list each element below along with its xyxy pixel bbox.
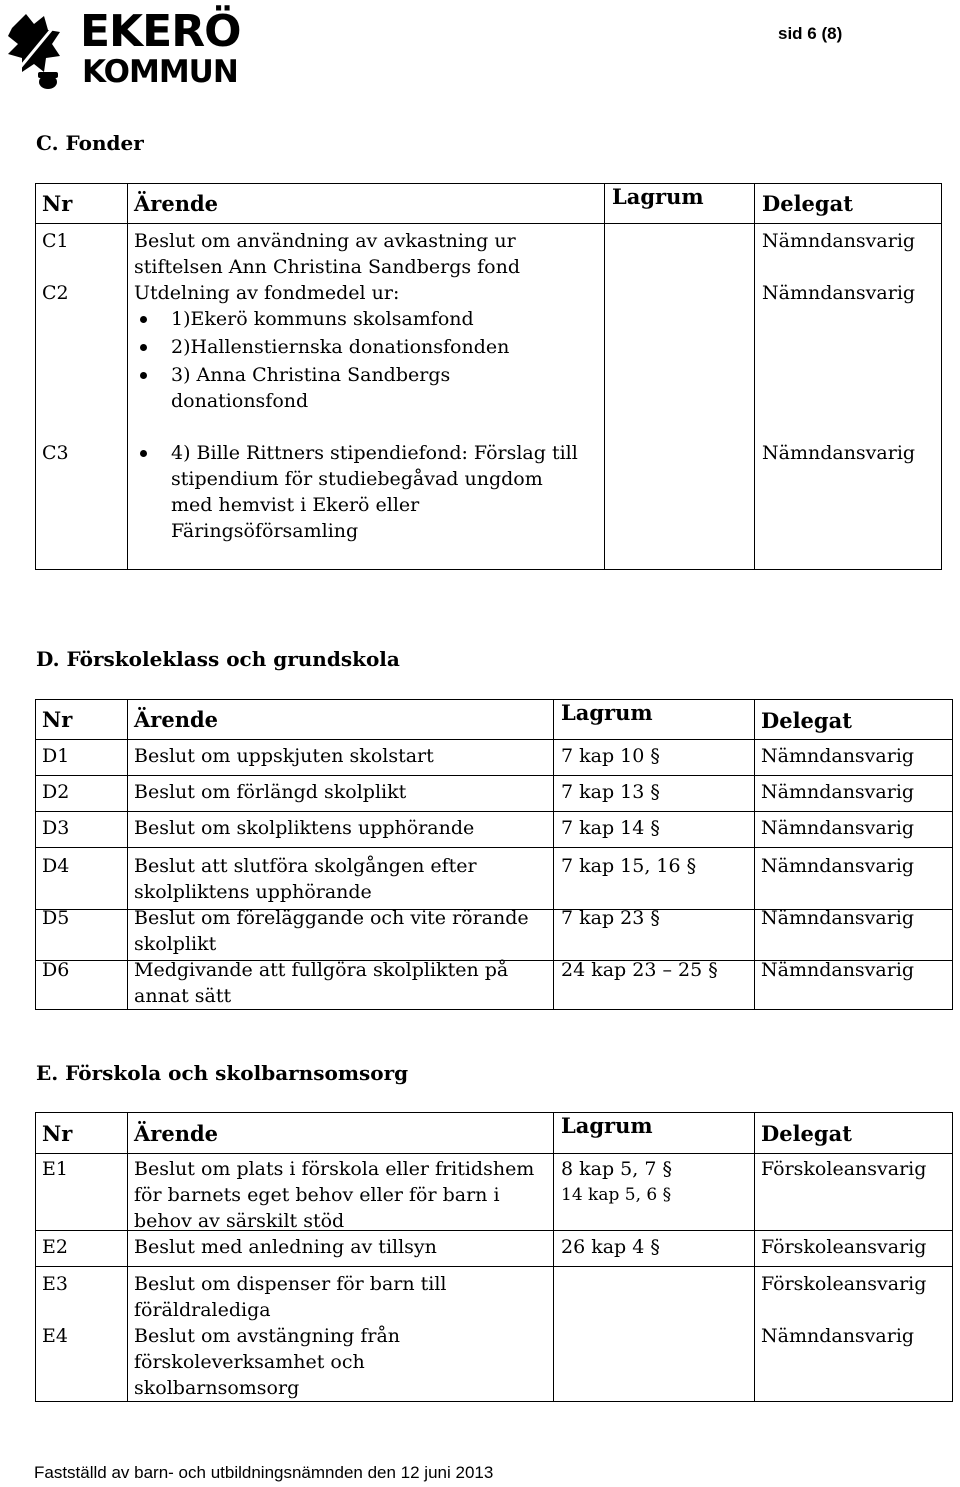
table-row-delegat: Nämndansvarig xyxy=(762,442,916,464)
table-row-nr: D5 xyxy=(42,907,70,929)
table-row-delegat: Förskoleansvarig xyxy=(761,1273,927,1295)
page-number: sid 6 (8) xyxy=(778,24,843,43)
logo-text-top: EKERÖ xyxy=(80,6,241,57)
table-row-arende xyxy=(134,440,578,544)
table-row-lagrum: 7 kap 10 § xyxy=(561,745,660,767)
header-delegat: Delegat xyxy=(761,708,852,733)
table-row-nr: E4 xyxy=(42,1325,68,1347)
header-delegat: Delegat xyxy=(762,191,853,216)
bullet-item: 4) Bille Rittners stipendiefond: Förslag till stipendium för studiebegåvad ungdom med hemvist i Ekerö eller Färingsöförsamling xyxy=(134,440,578,544)
table-row-arende: Beslut om skolpliktens upphörande xyxy=(134,817,475,839)
table-row-lagrum: 24 kap 23 – 25 § xyxy=(561,959,718,981)
table-row-lagrum: 7 kap 15, 16 § xyxy=(561,855,697,877)
table-row-delegat: Förskoleansvarig xyxy=(761,1236,927,1258)
table-row-lagrum: 7 kap 13 § xyxy=(561,781,660,803)
header-arende: Ärende xyxy=(134,1121,219,1146)
table-row-lagrum: 7 kap 14 § xyxy=(561,817,660,839)
ekero-kommun-logo xyxy=(4,6,244,94)
table-row-arende: Beslut om föreläggande och vite rörande skolplikt xyxy=(134,907,529,955)
table-row-arende: Beslut om uppskjuten skolstart xyxy=(134,745,434,767)
table-row-arende: Beslut om plats i förskola eller fritidshem för barnets eget behov eller för barn i behov av särskilt stöd xyxy=(134,1158,535,1232)
logo-text-bottom: KOMMUN xyxy=(82,54,238,90)
table-row-nr: D6 xyxy=(42,959,70,981)
header-lagrum: Lagrum xyxy=(561,1113,653,1138)
table-row-delegat: Nämndansvarig xyxy=(762,282,916,304)
table-row-delegat: Nämndansvarig xyxy=(761,959,915,981)
header-lagrum: Lagrum xyxy=(612,184,704,209)
section-e-title: E. Förskola och skolbarnsomsorg xyxy=(36,1061,409,1085)
header-nr: Nr xyxy=(42,707,73,732)
bullet-item: 2)Hallenstiernska donationsfonden xyxy=(134,334,509,360)
header-arende: Ärende xyxy=(134,707,219,732)
table-row-nr: D1 xyxy=(42,745,70,767)
table-row-delegat: Nämndansvarig xyxy=(762,230,916,252)
table-row-nr: E3 xyxy=(42,1273,68,1295)
header-lagrum: Lagrum xyxy=(561,700,653,725)
bullet-item: 1)Ekerö kommuns skolsamfond xyxy=(134,306,509,332)
table-row-delegat: Nämndansvarig xyxy=(761,907,915,929)
table-row-nr: E2 xyxy=(42,1236,68,1258)
table-d xyxy=(35,699,953,1010)
table-row-nr: C2 xyxy=(42,282,69,304)
table-row-arende: Beslut med anledning av tillsyn xyxy=(134,1236,437,1258)
table-row-arende: Beslut om förlängd skolplikt xyxy=(134,781,407,803)
table-row-lagrum: 7 kap 23 § xyxy=(561,907,660,929)
table-row-lagrum: 8 kap 5, 7 § 14 kap 5, 6 § xyxy=(561,1158,672,1205)
header-nr: Nr xyxy=(42,1121,73,1146)
table-row-nr: C1 xyxy=(42,230,69,252)
table-row-nr: E1 xyxy=(42,1158,68,1180)
table-row-delegat: Nämndansvarig xyxy=(761,745,915,767)
table-row-arende: Beslut att slutföra skolgången efter skolpliktens upphörande xyxy=(134,855,477,903)
header-arende: Ärende xyxy=(134,191,219,216)
bullet-item: 3) Anna Christina Sandbergs donationsfond xyxy=(134,362,509,414)
table-row-lagrum: 26 kap 4 § xyxy=(561,1236,660,1258)
header-delegat: Delegat xyxy=(761,1121,852,1146)
section-d-title: D. Förskoleklass och grundskola xyxy=(36,647,400,671)
table-row-arende: Medgivande att fullgöra skolplikten på annat sätt xyxy=(134,959,509,1007)
footer-text: Fastställd av barn- och utbildningsnämnden den 12 juni 2013 xyxy=(34,1463,494,1482)
table-row-arende: Utdelning av fondmedel ur: 1)Ekerö kommuns skolsamfond 2)Hallenstiernska donationsfonden 3) Anna Christina Sandbergs donationsfond xyxy=(134,282,510,412)
table-c xyxy=(35,183,942,570)
table-row-arende: Beslut om användning av avkastning ur stiftelsen Ann Christina Sandbergs fond xyxy=(134,230,521,278)
header-nr: Nr xyxy=(42,191,73,216)
table-row-delegat: Förskoleansvarig xyxy=(761,1158,927,1180)
table-row-delegat: Nämndansvarig xyxy=(761,781,915,803)
table-row-arende: Beslut om dispenser för barn till föräldralediga xyxy=(134,1273,447,1321)
section-c-title: C. Fonder xyxy=(36,131,144,155)
table-row-delegat: Nämndansvarig xyxy=(761,1325,915,1347)
table-row-nr: C3 xyxy=(42,442,69,464)
table-row-delegat: Nämndansvarig xyxy=(761,817,915,839)
table-row-nr: D3 xyxy=(42,817,70,839)
table-row-nr: D2 xyxy=(42,781,70,803)
table-row-nr: D4 xyxy=(42,855,70,877)
table-e xyxy=(35,1112,953,1402)
table-row-delegat: Nämndansvarig xyxy=(761,855,915,877)
table-row-arende: Beslut om avstängning från förskoleverksamhet och skolbarnsomsorg xyxy=(134,1325,401,1399)
